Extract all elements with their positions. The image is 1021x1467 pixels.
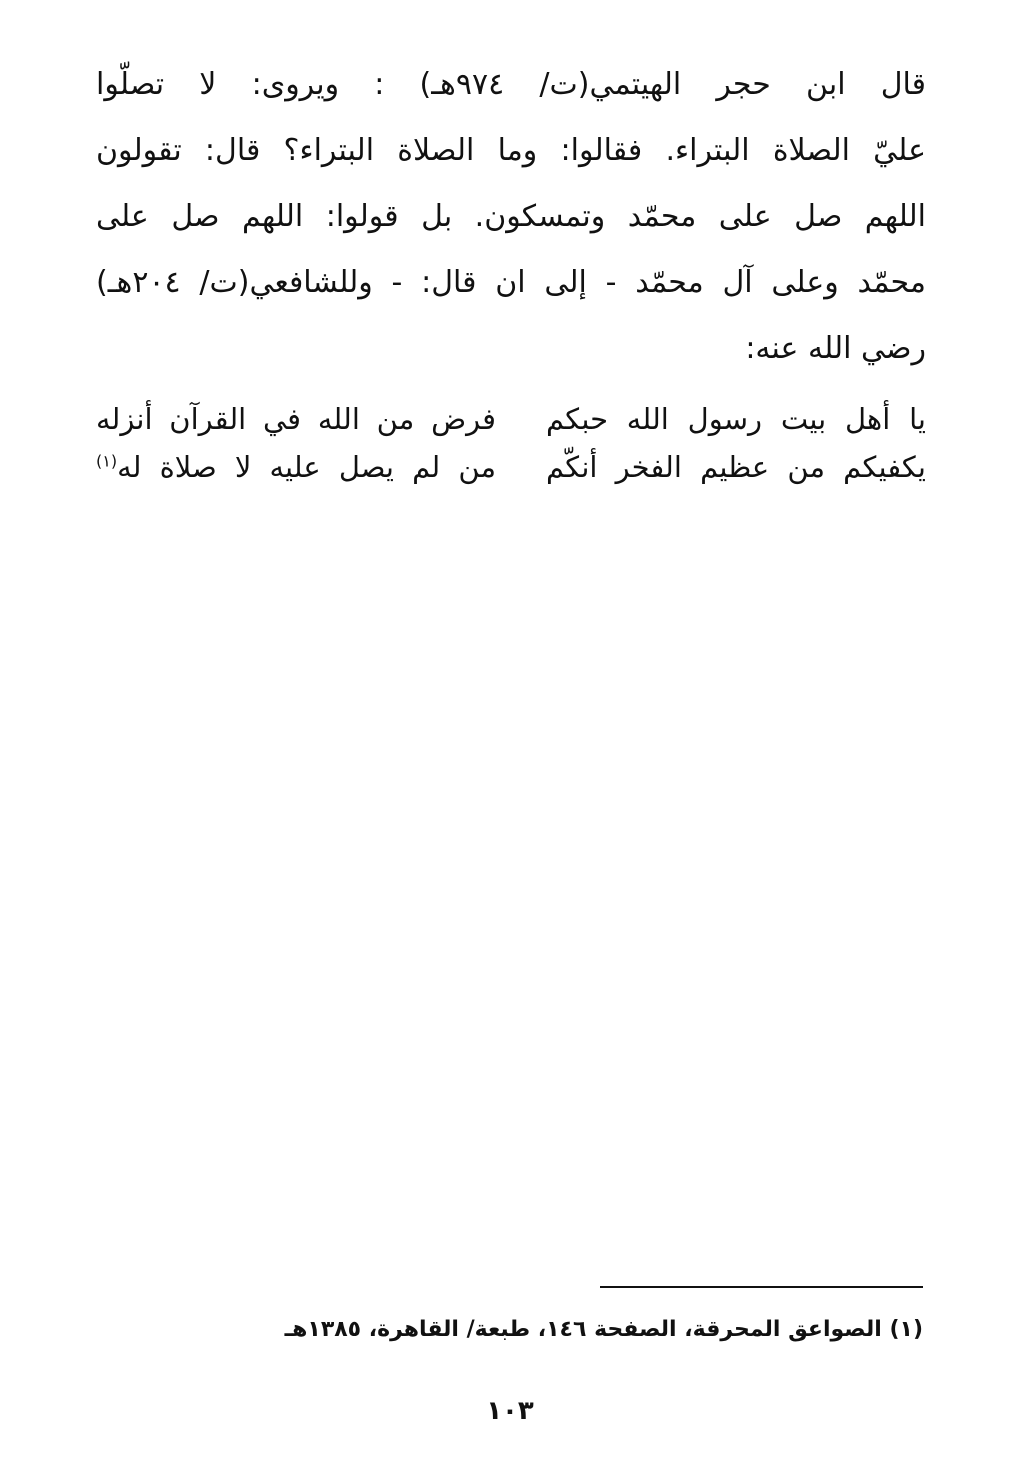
paragraph-line-3: اللهم صل على محمّد وتمسكون. بل قولوا: اللهم صل على [96, 199, 926, 234]
poem [96, 395, 926, 491]
poem-verse-2-second-hemistich-text: من لم يصل عليه لا صلاة له [117, 450, 496, 484]
paragraph-line-2: عليّ الصلاة البتراء. فقالوا: وما الصلاة البتراء؟ قال: تقولون [96, 133, 926, 168]
poem-verse-1-second-hemistich: فرض من الله في القرآن أنزله [96, 402, 496, 436]
poem-verse-1 [96, 395, 926, 443]
paragraph-line-1: قال ابن حجر الهيتمي(ت/ ٩٧٤هـ) : ويروى: لا تصلّوا [96, 67, 926, 102]
poem-verse-2-first-hemistich: يكفيكم من عظيم الفخر أنكّم [546, 450, 926, 484]
paragraph-line-4: محمّد وعلى آل محمّد - إلى ان قال: - وللشافعي(ت/ ٢٠٤هـ) [96, 265, 926, 300]
poem-verse-1-first-hemistich: يا أهل بيت رسول الله حبكم [546, 402, 926, 436]
footnote: (١) الصواعق المحرقة، الصفحة ١٤٦، طبعة/ القاهرة، ١٣٨٥هـ [284, 1317, 923, 1342]
poem-verse-2 [96, 443, 926, 491]
page-number: ١٠٣ [486, 1396, 534, 1426]
poem-verse-2-second-hemistich [96, 443, 496, 491]
body-paragraph [96, 52, 926, 382]
paragraph-line-5: رضي الله عنه: [745, 331, 926, 366]
footnote-reference-marker: (١) [96, 451, 118, 471]
footnote-separator-line [600, 1286, 923, 1288]
